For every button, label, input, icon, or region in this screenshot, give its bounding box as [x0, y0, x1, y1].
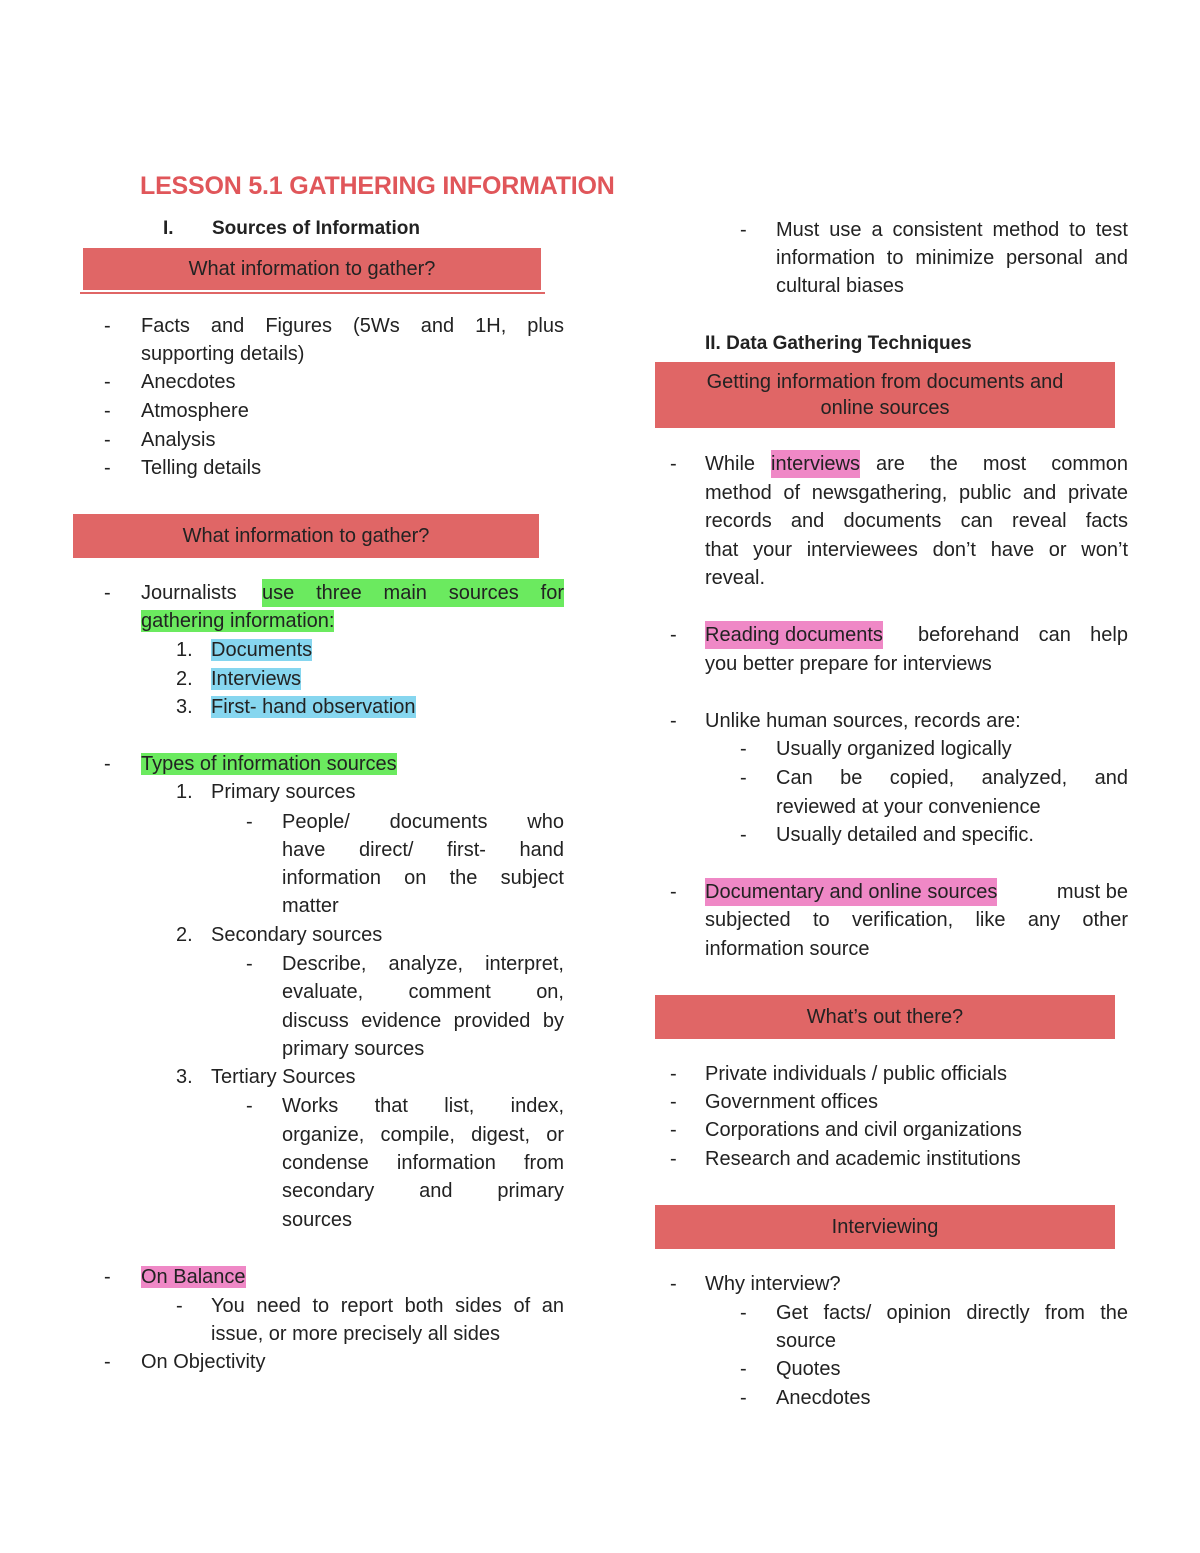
- highlight-green: use three main sources for: [262, 579, 564, 607]
- bullet-dash: -: [104, 1351, 111, 1373]
- tertiary-line: condense information from: [282, 1152, 564, 1174]
- bullet-dash: -: [104, 753, 111, 775]
- bullet-dash: -: [670, 1063, 677, 1085]
- unlike-label: Unlike human sources, records are:: [705, 710, 1021, 732]
- text-span: are the most common: [876, 453, 1128, 475]
- banner-line: online sources: [820, 397, 950, 419]
- banner-what-to-gather-1: What information to gather?: [83, 248, 541, 290]
- bullet-dash: -: [740, 1387, 747, 1409]
- balance-line: You need to report both sides of an: [211, 1295, 564, 1317]
- secondary-line: evaluate, comment on,: [282, 981, 564, 1003]
- tertiary-line: secondary and primary: [282, 1180, 564, 1202]
- records-line: records and documents can reveal facts: [705, 510, 1128, 532]
- primary-label: Primary sources: [211, 781, 356, 803]
- list-item: Facts and Figures (5Ws and 1H, plus: [141, 315, 564, 337]
- list-number: 3.: [176, 1066, 193, 1088]
- source-item: Government offices: [705, 1091, 879, 1113]
- bullet-dash: -: [670, 710, 677, 732]
- objectivity-line: Must use a consistent method to test: [776, 219, 1128, 241]
- objectivity-line: cultural biases: [776, 275, 904, 297]
- highlight-blue: First- hand observation: [211, 696, 416, 718]
- list-number: 2.: [176, 924, 193, 946]
- bullet-dash: -: [740, 738, 747, 760]
- objectivity-line: information to minimize personal and: [776, 247, 1128, 269]
- bullet-dash: -: [740, 1358, 747, 1380]
- list-number: 1.: [176, 639, 193, 661]
- interview-item: source: [776, 1330, 837, 1352]
- secondary-line: Describe, analyze, interpret,: [282, 953, 564, 975]
- highlight-pink: interviews: [771, 450, 860, 478]
- primary-line: information on the subject: [282, 867, 564, 889]
- highlight-green: Types of information sources: [141, 753, 397, 775]
- interview-item: Anecdotes: [776, 1387, 871, 1409]
- secondary-label: Secondary sources: [211, 924, 383, 946]
- tertiary-line: organize, compile, digest, or: [282, 1124, 564, 1146]
- secondary-line: discuss evidence provided by: [282, 1010, 564, 1032]
- bullet-dash: -: [104, 429, 111, 451]
- section-1-heading: Sources of Information: [212, 218, 420, 239]
- text-span: beforehand can help: [918, 624, 1128, 646]
- unlike-item: Usually organized logically: [776, 738, 1012, 760]
- tertiary-label: Tertiary Sources: [211, 1066, 356, 1088]
- records-line-1: [705, 450, 1128, 478]
- banner-underline: [80, 292, 545, 294]
- records-line: method of newsgathering, public and private: [705, 482, 1128, 504]
- objectivity-label: On Objectivity: [141, 1351, 266, 1373]
- bullet-dash: -: [740, 219, 747, 241]
- list-item: Telling details: [141, 457, 262, 479]
- highlight-blue: Documents: [211, 639, 313, 661]
- bullet-dash: -: [670, 1273, 677, 1295]
- source-item: Research and academic institutions: [705, 1148, 1021, 1170]
- bullet-dash: -: [176, 1295, 183, 1317]
- bullet-dash: -: [104, 457, 111, 479]
- bullet-dash: -: [670, 881, 677, 903]
- primary-line: have direct/ first- hand: [282, 839, 564, 861]
- list-item: Anecdotes: [141, 371, 236, 393]
- section-2-heading: II. Data Gathering Techniques: [705, 333, 972, 354]
- list-number: 3.: [176, 696, 193, 718]
- source-item: Corporations and civil organizations: [705, 1119, 1022, 1141]
- primary-line: matter: [282, 895, 339, 917]
- bullet-dash: -: [740, 767, 747, 789]
- banner-interviewing: Interviewing: [655, 1205, 1115, 1249]
- tertiary-line: sources: [282, 1209, 353, 1231]
- unlike-item: Usually detailed and specific.: [776, 824, 1034, 846]
- bullet-dash: -: [670, 1148, 677, 1170]
- reading-line: [705, 621, 1128, 649]
- interview-label: Why interview?: [705, 1273, 841, 1295]
- list-item: Atmosphere: [141, 400, 249, 422]
- interview-item: Get facts/ opinion directly from the: [776, 1302, 1128, 1324]
- interview-item: Quotes: [776, 1358, 841, 1380]
- banner-documents-online: [655, 362, 1115, 428]
- bullet-dash: -: [104, 582, 111, 604]
- banner-what-to-gather-2: What information to gather?: [73, 514, 539, 558]
- page-title: LESSON 5.1 GATHERING INFORMATION: [140, 172, 615, 200]
- documentary-line: subjected to verification, like any other: [705, 909, 1128, 931]
- unlike-item: reviewed at your convenience: [776, 796, 1041, 818]
- bullet-dash: -: [670, 1091, 677, 1113]
- documentary-line: [705, 878, 1128, 906]
- banner-whats-out-there: What’s out there?: [655, 995, 1115, 1039]
- reading-line-2: you better prepare for interviews: [705, 653, 992, 675]
- text-span: must be: [1056, 881, 1128, 903]
- documentary-line: information source: [705, 938, 870, 960]
- list-item: Analysis: [141, 429, 216, 451]
- bullet-dash: -: [104, 315, 111, 337]
- bullet-dash: -: [740, 824, 747, 846]
- bullet-dash: -: [740, 1302, 747, 1324]
- balance-line: issue, or more precisely all sides: [211, 1323, 500, 1345]
- bullet-dash: -: [104, 371, 111, 393]
- bullet-dash: -: [246, 1095, 253, 1117]
- source-item: Private individuals / public officials: [705, 1063, 1008, 1085]
- bullet-dash: -: [670, 453, 677, 475]
- journalists-line: [141, 579, 564, 607]
- list-item: supporting details): [141, 343, 305, 365]
- list-number: 1.: [176, 781, 193, 803]
- banner-line: Getting information from documents and: [706, 371, 1064, 393]
- bullet-dash: -: [104, 400, 111, 422]
- bullet-dash: -: [104, 1266, 111, 1288]
- list-number: 2.: [176, 668, 193, 690]
- unlike-item: Can be copied, analyzed, and: [776, 767, 1128, 789]
- section-1-numeral: I.: [163, 218, 174, 239]
- bullet-dash: -: [670, 1119, 677, 1141]
- text-word: While: [705, 453, 756, 475]
- tertiary-line: Works that list, index,: [282, 1095, 564, 1117]
- primary-line: People/ documents who: [282, 811, 564, 833]
- highlight-pink: Reading documents: [705, 621, 883, 649]
- records-line: that your interviewees don’t have or won’t: [705, 539, 1128, 561]
- bullet-dash: -: [670, 624, 677, 646]
- highlight-green: gathering information:: [141, 610, 335, 632]
- highlight-pink: On Balance: [141, 1266, 246, 1288]
- records-line: reveal.: [705, 567, 766, 589]
- highlight-blue: Interviews: [211, 668, 302, 690]
- bullet-dash: -: [246, 811, 253, 833]
- bullet-dash: -: [246, 953, 253, 975]
- journalists-prefix: Journalists: [141, 582, 237, 604]
- highlight-pink: Documentary and online sources: [705, 878, 997, 906]
- secondary-line: primary sources: [282, 1038, 425, 1060]
